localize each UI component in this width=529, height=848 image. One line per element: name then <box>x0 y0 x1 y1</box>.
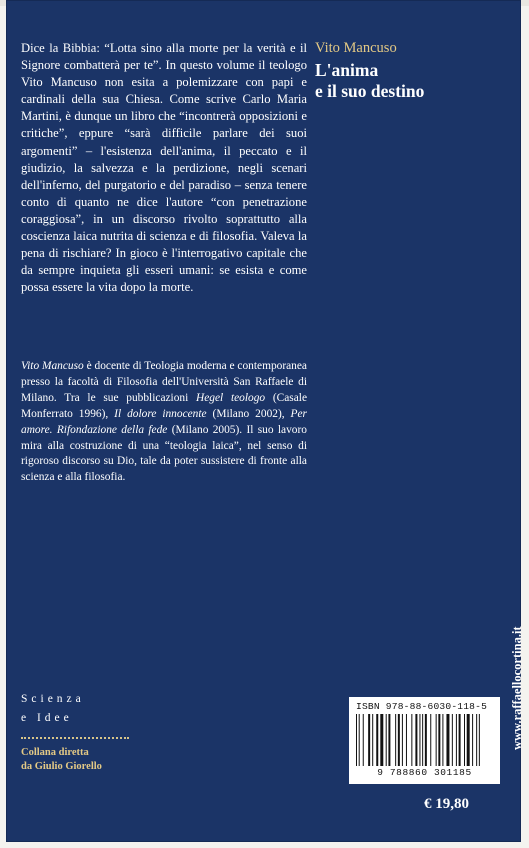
bio-text-4: (Milano 2005). Il suo lavoro mira alla costruzione di una “teologia laica”, nel senso di rigoroso discorso su Dio, tale da poter sussistere di fronte alla scienza e alla filosofia. <box>21 423 307 484</box>
barcode-bar <box>476 714 477 766</box>
barcode-bar <box>359 714 360 766</box>
book-title-line-1: L'anima <box>315 60 379 80</box>
ean-number: 9 788860 301185 <box>377 767 472 778</box>
bio-text-1: è docente di Teologia moderna e contemporanea presso la facoltà di Filosofia dell'Università San Raffaele di Milano. Tra le sue pubblicazioni <box>21 360 307 404</box>
barcode-bar <box>388 714 390 766</box>
barcode-bar <box>356 714 357 766</box>
barcode-bar <box>368 714 370 766</box>
barcode-bar <box>436 714 437 766</box>
book-title <box>315 60 424 102</box>
bio-book-2: Il dolore innocente <box>114 407 207 420</box>
barcode-panel <box>349 697 500 784</box>
barcode-bar <box>411 714 412 766</box>
series-editor <box>21 746 102 774</box>
barcode-bar <box>363 714 364 766</box>
barcode-bar <box>467 714 470 766</box>
barcode-bar <box>372 714 373 766</box>
barcode-bar <box>425 714 427 766</box>
bio-book-1: Hegel teologo <box>196 391 266 404</box>
barcode-bar <box>386 714 387 766</box>
series-name <box>21 690 85 728</box>
series-line-2: e Idee <box>21 712 73 724</box>
bio-text-3: (Milano 2002), <box>206 407 291 420</box>
bio-paragraph <box>21 359 307 486</box>
dotted-divider <box>21 737 129 739</box>
publisher-url: www.raffaellocortina.it <box>510 626 524 750</box>
barcode-bar <box>415 714 417 766</box>
barcode-bar <box>430 714 431 766</box>
book-author: Vito Mancuso <box>315 40 397 56</box>
blurb-paragraph: Dice la Bibbia: “Lotta sino alla morte per la verità e il Signore combatterà per te”. In questo volume il teologo Vito Mancuso non esita a polemizzare con papi e cardinali della sua Chiesa. Come scrive Carlo Maria Martini, è dunque un libro che “incontrerà opposizioni e critiche”, eppure “sarà difficile parlare dei suoi argomenti” – l'esistenza dell'anima, il peccato e il giudizio, la salvezza e la perdizione, negli scenari dell'inferno, del purgatorio e del paradiso – senza tenere conto di quanto ne dice l'autore “con penetrazione coraggiosa”, in un discorso rivolto soprattutto alla coscienza laica nutrita di scienza e di filosofia. Valeva la pena di rischiare? In gioco è l'interrogativo capitale che da sempre inquieta gli esseri umani: se esista e come possa essere la vita dopo la morte. <box>21 41 307 295</box>
barcode-bar <box>456 714 457 766</box>
barcode-bar <box>464 714 465 766</box>
blurb-text <box>21 40 307 296</box>
book-back-cover <box>6 0 524 842</box>
author-bio <box>21 359 307 486</box>
barcode-bar <box>472 714 473 766</box>
barcode-bar <box>452 714 453 766</box>
barcode-bar <box>459 714 461 766</box>
barcode-bar <box>438 714 440 766</box>
barcode-bar <box>395 714 396 766</box>
barcode-bar <box>479 714 480 766</box>
series-editor-line-2: da Giulio Giorello <box>21 761 102 772</box>
bio-text-2: (Casale Monferrato 1996), <box>21 391 307 420</box>
price: € 19,80 <box>424 796 469 812</box>
barcode-icon <box>356 714 493 766</box>
barcode-bar <box>446 714 449 766</box>
series-line-1: Scienza <box>21 693 85 705</box>
book-title-line-2: e il suo destino <box>315 81 425 101</box>
series-editor-line-1: Collana diretta <box>21 747 89 758</box>
barcode-bar <box>442 714 443 766</box>
isbn-number: ISBN 978-88-6030-118-5 <box>356 701 488 712</box>
barcode-bar <box>402 714 403 766</box>
barcode-bar <box>406 714 407 766</box>
barcode-bar <box>380 714 383 766</box>
barcode-bar <box>422 714 423 766</box>
barcode-bar <box>419 714 420 766</box>
bio-book-3: Per amore. Rifondazione della fede <box>21 407 307 436</box>
barcode-bar <box>398 714 400 766</box>
barcode-bar <box>376 714 378 766</box>
bio-author-name: Vito Mancuso <box>21 360 84 372</box>
